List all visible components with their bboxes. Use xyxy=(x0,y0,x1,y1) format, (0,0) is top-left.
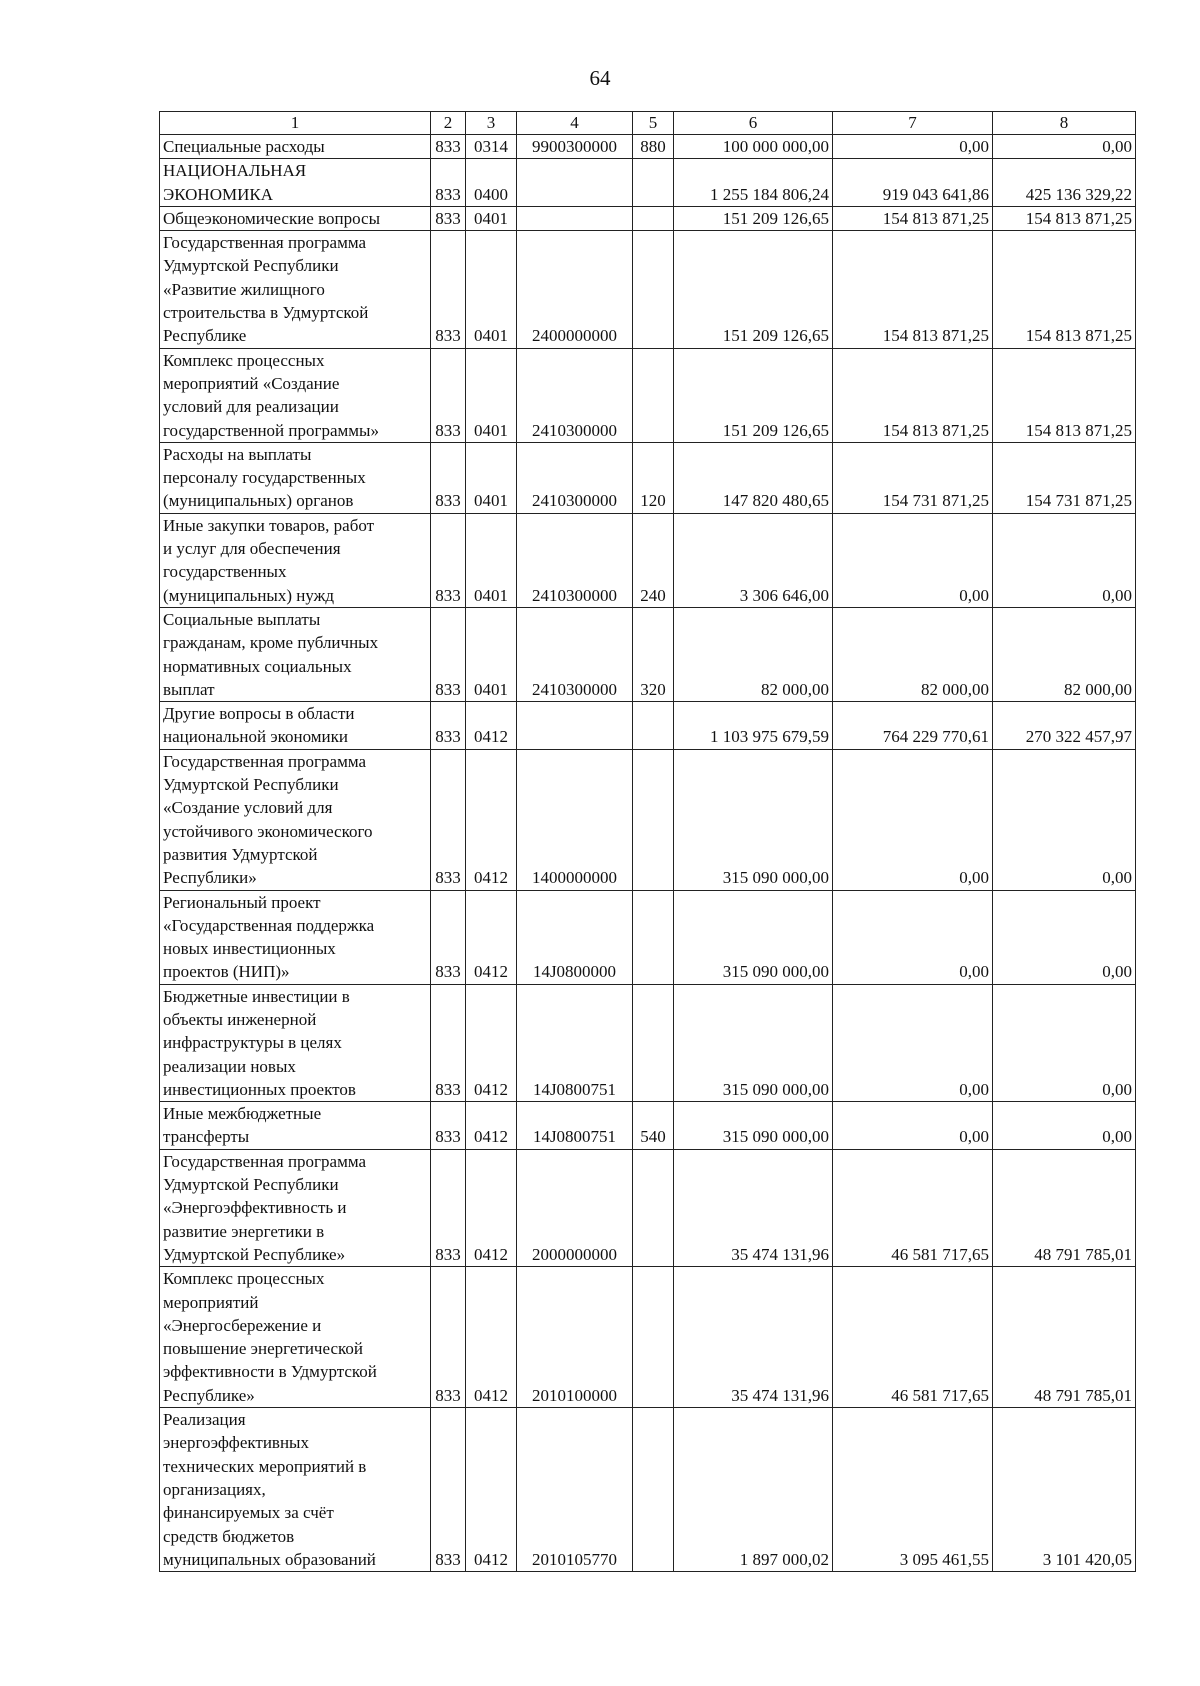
table-row xyxy=(160,206,1136,230)
amount-col8-cell: 0,00 xyxy=(993,513,1136,607)
row-name-cell: Специальные расходы xyxy=(160,135,431,159)
amount-col7-cell: 0,00 xyxy=(833,749,993,890)
amount-col7-cell: 0,00 xyxy=(833,135,993,159)
expense-type-cell: 540 xyxy=(633,1102,674,1150)
admin-code-cell: 833 xyxy=(431,1149,466,1266)
amount-col6-cell: 3 306 646,00 xyxy=(674,513,833,607)
expense-type-cell xyxy=(633,1408,674,1572)
amount-col6-cell: 315 090 000,00 xyxy=(674,890,833,984)
section-code-cell: 0412 xyxy=(466,1408,517,1572)
section-code-cell: 0401 xyxy=(466,231,517,348)
section-code-cell: 0412 xyxy=(466,702,517,750)
admin-code-cell: 833 xyxy=(431,607,466,701)
amount-col7-cell: 919 043 641,86 xyxy=(833,159,993,207)
expense-type-cell xyxy=(633,984,674,1101)
admin-code-cell: 833 xyxy=(431,890,466,984)
amount-col7-cell: 154 813 871,25 xyxy=(833,231,993,348)
amount-col6-cell: 35 474 131,96 xyxy=(674,1149,833,1266)
row-name-cell: Комплекс процессных мероприятий «Создание условий для реализации государственной программы» xyxy=(160,348,431,442)
section-code-cell: 0314 xyxy=(466,135,517,159)
expense-type-cell xyxy=(633,206,674,230)
table-row xyxy=(160,749,1136,890)
expense-type-cell xyxy=(633,159,674,207)
amount-col6-cell: 1 255 184 806,24 xyxy=(674,159,833,207)
table-row xyxy=(160,442,1136,513)
header-cell: 5 xyxy=(633,112,674,135)
amount-col7-cell: 764 229 770,61 xyxy=(833,702,993,750)
admin-code-cell: 833 xyxy=(431,135,466,159)
amount-col8-cell: 0,00 xyxy=(993,984,1136,1101)
table-row xyxy=(160,984,1136,1101)
expense-type-cell: 120 xyxy=(633,442,674,513)
table-row xyxy=(160,513,1136,607)
amount-col8-cell: 425 136 329,22 xyxy=(993,159,1136,207)
amount-col6-cell: 315 090 000,00 xyxy=(674,1102,833,1150)
target-article-cell: 2000000000 xyxy=(517,1149,633,1266)
section-code-cell: 0412 xyxy=(466,1149,517,1266)
admin-code-cell: 833 xyxy=(431,348,466,442)
section-code-cell: 0412 xyxy=(466,1102,517,1150)
row-name-cell: Иные закупки товаров, работ и услуг для обеспечения государственных (муниципальных) нужд xyxy=(160,513,431,607)
row-name-cell: Государственная программа Удмуртской Республики «Энергоэффективность и развитие энергетики в Удмуртской Республике» xyxy=(160,1149,431,1266)
expense-type-cell: 240 xyxy=(633,513,674,607)
section-code-cell: 0412 xyxy=(466,890,517,984)
table-row xyxy=(160,1149,1136,1266)
header-row xyxy=(160,112,1136,135)
table-row xyxy=(160,1408,1136,1572)
expense-type-cell xyxy=(633,231,674,348)
budget-table xyxy=(159,111,1136,1572)
amount-col8-cell: 154 813 871,25 xyxy=(993,231,1136,348)
amount-col8-cell: 154 813 871,25 xyxy=(993,206,1136,230)
amount-col8-cell: 0,00 xyxy=(993,890,1136,984)
expense-type-cell: 880 xyxy=(633,135,674,159)
amount-col6-cell: 315 090 000,00 xyxy=(674,749,833,890)
section-code-cell: 0412 xyxy=(466,984,517,1101)
row-name-cell: НАЦИОНАЛЬНАЯ ЭКОНОМИКА xyxy=(160,159,431,207)
table-row xyxy=(160,1267,1136,1408)
row-name-cell: Государственная программа Удмуртской Республики «Создание условий для устойчивого экономического развития Удмуртской Республики» xyxy=(160,749,431,890)
target-article-cell: 2410300000 xyxy=(517,513,633,607)
admin-code-cell: 833 xyxy=(431,442,466,513)
amount-col7-cell: 154 813 871,25 xyxy=(833,206,993,230)
amount-col6-cell: 82 000,00 xyxy=(674,607,833,701)
row-name-cell: Реализация энергоэффективных технических мероприятий в организациях, финансируемых за счёт средств бюджетов муниципальных образований xyxy=(160,1408,431,1572)
header-cell: 6 xyxy=(674,112,833,135)
header-cell: 2 xyxy=(431,112,466,135)
amount-col8-cell: 48 791 785,01 xyxy=(993,1149,1136,1266)
amount-col6-cell: 1 897 000,02 xyxy=(674,1408,833,1572)
target-article-cell xyxy=(517,159,633,207)
table-row xyxy=(160,231,1136,348)
row-name-cell: Бюджетные инвестиции в объекты инженерной инфраструктуры в целях реализации новых инвестиционных проектов xyxy=(160,984,431,1101)
amount-col8-cell: 82 000,00 xyxy=(993,607,1136,701)
amount-col6-cell: 100 000 000,00 xyxy=(674,135,833,159)
target-article-cell: 2410300000 xyxy=(517,348,633,442)
target-article-cell xyxy=(517,702,633,750)
header-cell: 3 xyxy=(466,112,517,135)
expense-type-cell: 320 xyxy=(633,607,674,701)
amount-col8-cell: 154 731 871,25 xyxy=(993,442,1136,513)
admin-code-cell: 833 xyxy=(431,1102,466,1150)
expense-type-cell xyxy=(633,348,674,442)
admin-code-cell: 833 xyxy=(431,1267,466,1408)
target-article-cell: 14J0800751 xyxy=(517,984,633,1101)
amount-col7-cell: 154 731 871,25 xyxy=(833,442,993,513)
row-name-cell: Социальные выплаты гражданам, кроме публичных нормативных социальных выплат xyxy=(160,607,431,701)
header-cell: 1 xyxy=(160,112,431,135)
amount-col7-cell: 0,00 xyxy=(833,984,993,1101)
admin-code-cell: 833 xyxy=(431,206,466,230)
admin-code-cell: 833 xyxy=(431,513,466,607)
table-row xyxy=(160,1102,1136,1150)
target-article-cell: 14J0800000 xyxy=(517,890,633,984)
amount-col6-cell: 151 209 126,65 xyxy=(674,231,833,348)
amount-col6-cell: 1 103 975 679,59 xyxy=(674,702,833,750)
header-cell: 7 xyxy=(833,112,993,135)
target-article-cell xyxy=(517,206,633,230)
amount-col7-cell: 46 581 717,65 xyxy=(833,1267,993,1408)
row-name-cell: Государственная программа Удмуртской Республики «Развитие жилищного строительства в Удмуртской Республике xyxy=(160,231,431,348)
expense-type-cell xyxy=(633,1267,674,1408)
amount-col6-cell: 151 209 126,65 xyxy=(674,206,833,230)
row-name-cell: Иные межбюджетные трансферты xyxy=(160,1102,431,1150)
admin-code-cell: 833 xyxy=(431,1408,466,1572)
amount-col7-cell: 0,00 xyxy=(833,1102,993,1150)
amount-col8-cell: 0,00 xyxy=(993,749,1136,890)
section-code-cell: 0401 xyxy=(466,607,517,701)
admin-code-cell: 833 xyxy=(431,702,466,750)
target-article-cell: 2410300000 xyxy=(517,607,633,701)
expense-type-cell xyxy=(633,1149,674,1266)
amount-col6-cell: 315 090 000,00 xyxy=(674,984,833,1101)
admin-code-cell: 833 xyxy=(431,231,466,348)
expense-type-cell xyxy=(633,702,674,750)
section-code-cell: 0401 xyxy=(466,442,517,513)
amount-col8-cell: 0,00 xyxy=(993,135,1136,159)
page-number: 64 xyxy=(589,66,611,90)
amount-col7-cell: 46 581 717,65 xyxy=(833,1149,993,1266)
header-cell: 8 xyxy=(993,112,1136,135)
amount-col6-cell: 35 474 131,96 xyxy=(674,1267,833,1408)
amount-col6-cell: 151 209 126,65 xyxy=(674,348,833,442)
section-code-cell: 0400 xyxy=(466,159,517,207)
amount-col7-cell: 82 000,00 xyxy=(833,607,993,701)
expense-type-cell xyxy=(633,749,674,890)
section-code-cell: 0412 xyxy=(466,1267,517,1408)
amount-col8-cell: 3 101 420,05 xyxy=(993,1408,1136,1572)
target-article-cell: 14J0800751 xyxy=(517,1102,633,1150)
table-row xyxy=(160,607,1136,701)
admin-code-cell: 833 xyxy=(431,159,466,207)
row-name-cell: Региональный проект «Государственная поддержка новых инвестиционных проектов (НИП)» xyxy=(160,890,431,984)
section-code-cell: 0401 xyxy=(466,348,517,442)
expense-type-cell xyxy=(633,890,674,984)
amount-col8-cell: 48 791 785,01 xyxy=(993,1267,1136,1408)
table-row xyxy=(160,348,1136,442)
table-row xyxy=(160,159,1136,207)
row-name-cell: Другие вопросы в области национальной экономики xyxy=(160,702,431,750)
target-article-cell: 9900300000 xyxy=(517,135,633,159)
section-code-cell: 0401 xyxy=(466,206,517,230)
section-code-cell: 0412 xyxy=(466,749,517,890)
row-name-cell: Расходы на выплаты персоналу государственных (муниципальных) органов xyxy=(160,442,431,513)
target-article-cell: 2410300000 xyxy=(517,442,633,513)
header-cell: 4 xyxy=(517,112,633,135)
amount-col6-cell: 147 820 480,65 xyxy=(674,442,833,513)
amount-col8-cell: 0,00 xyxy=(993,1102,1136,1150)
row-name-cell: Общеэкономические вопросы xyxy=(160,206,431,230)
section-code-cell: 0401 xyxy=(466,513,517,607)
row-name-cell: Комплекс процессных мероприятий «Энергосбережение и повышение энергетической эффективности в Удмуртской Республике» xyxy=(160,1267,431,1408)
amount-col8-cell: 270 322 457,97 xyxy=(993,702,1136,750)
amount-col7-cell: 0,00 xyxy=(833,890,993,984)
target-article-cell: 2010105770 xyxy=(517,1408,633,1572)
amount-col8-cell: 154 813 871,25 xyxy=(993,348,1136,442)
admin-code-cell: 833 xyxy=(431,749,466,890)
amount-col7-cell: 3 095 461,55 xyxy=(833,1408,993,1572)
target-article-cell: 1400000000 xyxy=(517,749,633,890)
amount-col7-cell: 154 813 871,25 xyxy=(833,348,993,442)
target-article-cell: 2010100000 xyxy=(517,1267,633,1408)
amount-col7-cell: 0,00 xyxy=(833,513,993,607)
admin-code-cell: 833 xyxy=(431,984,466,1101)
target-article-cell: 2400000000 xyxy=(517,231,633,348)
table-row xyxy=(160,702,1136,750)
table-row xyxy=(160,890,1136,984)
table-row xyxy=(160,135,1136,159)
